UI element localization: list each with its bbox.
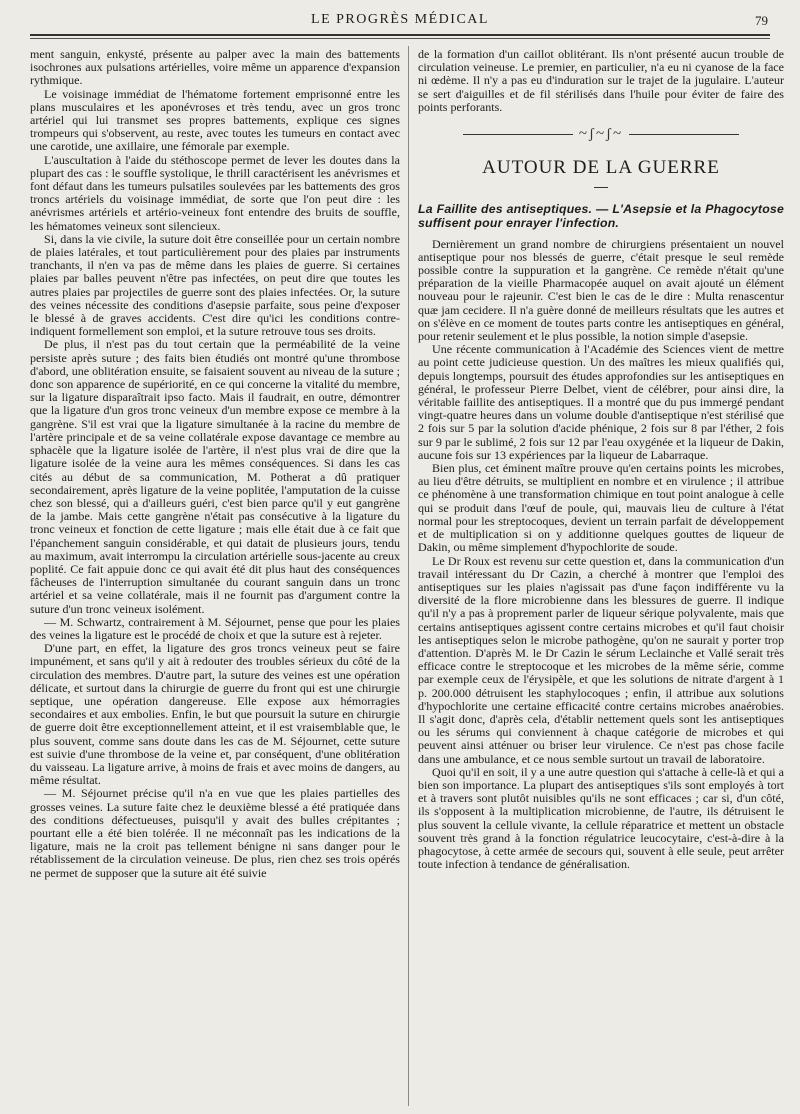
paragraph: Une récente communication à l'Académie des Sciences vient de mettre au point cette judicieuse question. Un des maîtres les mieux qualifiés qui, depuis longtemps, poursuit des études approfondies sur les antiseptiques en général, le professeur Pierre Delbet, vient de célébrer, pour ainsi dire, la véritable faillite des antiseptiques. Il a montré que du pus immergé pendant vingt-quatre heures dans un volume double d'antiseptique n'est stérilisé que 2 fois sur 5 par la solution d'acide phénique, 2 fois sur 8 par l'éther, 2 fois sur 9 par le sublimé, 2 fois sur 12 par l'eau oxygénée et la liqueur de Dakin, aucune fois sur 13 expériences par la liqueur de Labarraque. bbox=[418, 342, 784, 462]
ornament-divider: ~ʃ~ʃ~ bbox=[418, 128, 784, 141]
page-number: 79 bbox=[755, 13, 768, 28]
right-column bbox=[418, 48, 784, 1108]
paragraph: — M. Schwartz, contrairement à M. Séjournet, pense que pour les plaies des veines la ligature est le procédé de choix et que la suture est à rejeter. bbox=[30, 614, 400, 642]
paragraph: — M. Séjournet précise qu'il n'a en vue que les plaies partielles des grosses veines. La suture faite chez le deuxième blessé a été pratiquée dans des conditions défectueuses, puisqu'il y avait des bulles crépitantes ; pourtant elle a été bien tolérée. Il ne méconnaît pas les indications de la ligature, mais ne la croit pas tellement bénigne ni sans danger pour le rétablissement de la circulation veineuse. De plus, rien chez ses trois opérés ne permet de supposer que la suture ait été suivie bbox=[30, 786, 400, 880]
paragraph: Dernièrement un grand nombre de chirurgiens présentaient un nouvel antiseptique pour nos blessés de guerre, c'était presque le seul remède possible contre la suppuration et la gangrène. Ce remède n'était qu'une préparation de la vieille Pharmacopée auquel on avait ajouté un élément nouveau pour le rajeunir. C'est bien le cas de le dire : Multa renascentur quæ jam cecidere. Il n'a guère donné de meilleurs résultats que les autres et on s'élève en ce moment de toutes parts contre les antiseptiques en général, pour retenir seulement et le plus possible, la notion simple d'asepsie. bbox=[418, 236, 784, 344]
paragraph: D'une part, en effet, la ligature des gros troncs veineux peut se faire impunément, et sans qu'il y ait à redouter des troubles sérieux du côté de la circulation des membres. D'autre part, la suture des veines est une opération délicate, et surtout dans la chirurgie de guerre du front qui est une chirurgie septique, une opération dangereuse. Elle expose aux hémorragies secondaires et aux embolies. Enfin, le but que poursuit la suture en chirurgie de guerre doit être exceptionnellement atteint, et il est vraisemblable que, le plus souvent, comme sans doute dans les cas de M. Séjournet, cette suture est suivie d'une thrombose de la veine et, par conséquent, d'une oblitération du vaisseau. La ligature arrive, à moins de frais et avec moins de dangers, au même résultat. bbox=[30, 641, 400, 788]
paragraph: ment sanguin, enkysté, présente au palper avec la main des battements isochrones aux pulsations artérielles, voire même un apparence d'expansion rythmique. bbox=[30, 48, 400, 88]
paragraph: Quoi qu'il en soit, il y a une autre question qui s'attache à celle-là et qui a bien son importance. La plupart des antiseptiques s'ils sont employés à tort et à travers sont plutôt nuisibles qu'ils ne sont efficaces ; car si, d'un côté, ils s'opposent à la multiplication microbienne, de l'autre, ils détruisent le plus souvent la cellule vivante, la cellule réparatrice et mettent un obstacle souvent très grand à la fonction régulatrice leucocytaire, c'est-à-dire à la phagocytose, à cette armée de secours qui, souvent à elle seule, peut arrêter toute infection à tendance de généralisation. bbox=[418, 764, 784, 872]
column-divider bbox=[408, 46, 409, 1106]
section-dash bbox=[418, 178, 784, 191]
running-head bbox=[30, 12, 770, 34]
paragraph: De plus, il n'est pas du tout certain que la perméabilité de la veine persiste après suture ; des faits bien étudiés ont montré qu'une thrombose d'abord, une oblitération ensuite, se faisaient souvent au niveau de la suture ; donc son apparence de supériorité, en ce qui concerne la vitalité du membre, sur la ligature disparaîtrait ipso facto. Mais il faudrait, en outre, démontrer que la ligature d'un gros tronc veineux d'un membre expose ce membre à la gangrène. S'il est vrai que la ligature simultanée à la racine du membre de l'artère principale et de sa veine collatérale expose davantage ce membre au sphacèle que la ligature isolée de l'artère, il n'est plus vrai de dire que la ligature isolée de la veine aura les mêmes conséquences. Si dans les cas cités au début de sa communication, M. Potherat a dû pratiquer secondairement, après ligature de la veine poplitée, l'amputation de la cuisse chez son blessé, qui a d'ailleurs guéri, c'est bien parce qu'il y eut gangrène de la jambe. Mais cette gangrène n'était pas consécutive à la ligature du tronc veineux et fonction de cette ligature ; mais elle était due à ce fait que l'épanchement sanguin considérable, et qui datait de plusieurs jours, tendu au maximum, avait interrompu la circulation artérielle sous-jacente au creux poplité. Ce fait appuie donc ce qui avait été dit plus haut des conséquences fâcheuses de l'interruption simultanée du courant sanguin dans un tronc artériel et sa veine collatérale, mais il ne fournit pas d'argument contre la suture d'un tronc veineux isolément. bbox=[30, 337, 400, 616]
paragraph: Bien plus, cet éminent maître prouve qu'en certains points les microbes, au lieu d'être détruits, se multiplient en nombre et en virulence ; il attribue ce phénomène à une transformation chimique en tout point analogue à celle qui se produit dans l'œuf de poule, qui, mauvais lieu de culture à l'état normal pour les streptocoques, devient un terrain parfait de développement et de multiplication si on y additionne quelques gouttes de liqueur de Dakin, ou même simplement d'hypochlorite de soude. bbox=[418, 461, 784, 555]
paragraph: Le Dr Roux est revenu sur cette question et, dans la communication d'un travail intéressant du Dr Cazin, a cherché à montrer que l'emploi des antiseptiques sur les plaies n'agissait pas d'une façon indifférente vu la diversité de la flore microbienne dans les blessures de guerre. Il indique qu'il n'y a pas à proprement parler de liqueur sérique polyvalente, mais que certains antiseptiques agissent contre certains microbes et qu'il faut choisir les antiseptiques selon le microbe pathogène, qu'on ne saurait y porter trop d'attention. D'après M. le Dr Cazin le sérum Leclainche et Vallé serait très efficace contre le streptocoque et les microbes de la même série, comme par exemple ceux de l'érysipèle, et que les solutions de nitrate d'argent à 1 p. 200.000 détruisent les staphylocoques ; enfin, il attribue aux solutions d'hypochlorite une certaine efficacité contre certains microbes anaérobies. Il s'agit donc, d'après cela, d'établir nettement quels sont les antiseptiques ou les sérums qui conviennent à chaque catégorie de microbes et qui peuvent ainsi atténuer ou briser leur virulence. Ce n'est pas chose facile dans une ambulance, et ce nous semble surtout un travail de laboratoire. bbox=[418, 553, 784, 766]
section-title: AUTOUR DE LA GUERRE bbox=[482, 157, 720, 179]
paragraph: Le voisinage immédiat de l'hématome fortement emprisonné entre les plans musculaires et les aponévroses et très tendu, avec un gros tronc artériel qui lui transmet ses propres battements, explique ces signes trompeurs qui s'observent, au reste, avec toutes les tumeurs en contact avec une carotide, une axillaire, une fémorale par exemple. bbox=[30, 86, 400, 154]
paragraph: de la formation d'un caillot oblitérant. Ils n'ont présenté aucun trouble de circulation veineuse. Le premier, en particulier, n'a eu ni cyanose de la face ni œdème. Il n'y a pas eu d'induration sur le trajet de la jugulaire. L'auteur se sert d'aiguilles et de fil stérilisés dans l'huile pour éviter de faire des points perforants. bbox=[418, 48, 784, 114]
paragraph: L'auscultation à l'aide du stéthoscope permet de lever les doutes dans la plupart des cas : le souffle systolique, le thrill caractérisent les anévrismes et font défaut dans les tumeurs pulsatiles soulevées par les battements des gros troncs artériels du voisinage immédiat, de sorte que l'on peut dire : les anévrismes artériels et artério-veineux font entendre des bruits de souffle, les hématomes veineux sont silencieux. bbox=[30, 152, 400, 233]
article-title: La Faillite des antiseptiques. — L'Asepsie et la Phagocytose suffisent pour enrayer l'infection. bbox=[418, 201, 784, 230]
header-rule-thin bbox=[30, 38, 770, 39]
header-rule bbox=[30, 34, 770, 36]
paragraph: Si, dans la vie civile, la suture doit être conseillée pour un certain nombre de plaies latérales, et tout particulièrement pour des plaies par instruments tranchants, il n'en va pas de même dans les plaies de guerre. Si certaines plaies par balles peuvent n'être pas infectées, on peut dire que toutes les autres plaies par projectiles de guerre sont des plaies infectées. Or, la suture des veines nécessite des conditions d'asepsie parfaite, sous peine d'exposer le blessé à de graves accidents. C'est dire qu'ici les conditions contre-indiquent formellement son emploi, et la suture retrouve tous ses droits. bbox=[30, 231, 400, 339]
running-title: LE PROGRÈS MÉDICAL bbox=[311, 12, 489, 27]
left-column bbox=[30, 48, 400, 1108]
